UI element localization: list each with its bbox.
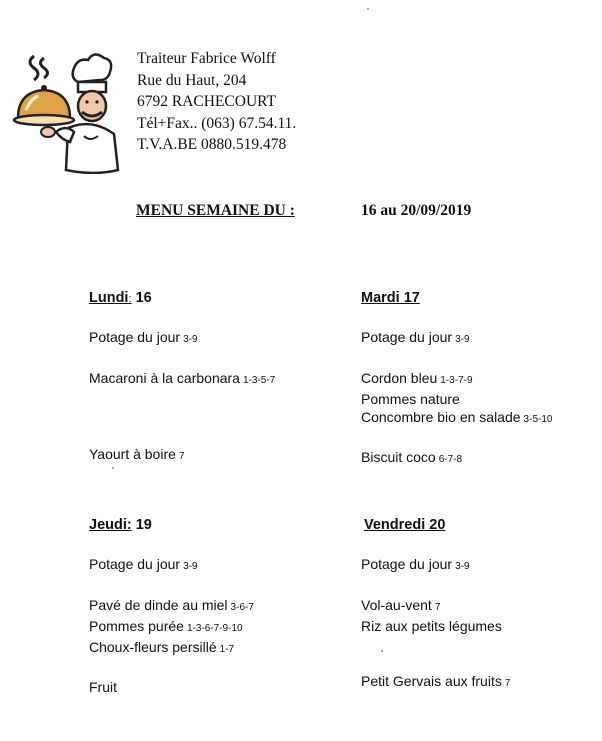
soup-line	[89, 555, 339, 576]
day-label: Jeudi:	[89, 517, 132, 533]
city-address: 6792 RACHECOURT	[137, 93, 277, 110]
dessert-line	[361, 448, 602, 469]
dish: Yaourt à boire	[89, 446, 176, 462]
dish: Pommes purée	[89, 618, 184, 634]
day-label: Lundi	[89, 290, 129, 306]
dish: Potage du jour	[361, 329, 453, 345]
allergens: 7	[434, 602, 441, 613]
dish: Riz aux petits légumes	[361, 618, 502, 634]
soup-line	[361, 555, 602, 576]
main-line	[361, 408, 602, 429]
street-address: Rue du Haut, 204	[137, 71, 247, 89]
allergens: 3-6-7	[230, 602, 254, 613]
day-label: Vendredi 20	[364, 517, 446, 533]
phone-fax: Tél+Fax.. (063) 67.54.11.	[137, 114, 297, 132]
day-title	[364, 517, 602, 539]
menu-title: MENU SEMAINE DU :	[136, 202, 295, 219]
dish: Pavé de dinde au miel	[89, 597, 228, 613]
allergens: 3-9	[455, 334, 470, 345]
dish: Biscuit coco	[361, 449, 436, 465]
dessert-line	[89, 445, 339, 466]
day-title	[361, 290, 602, 312]
allergens: 3-9	[183, 334, 198, 345]
day-separator: :	[128, 293, 132, 305]
dish: Cordon bleu	[361, 370, 438, 386]
main-line	[89, 369, 339, 390]
allergens: 7	[504, 678, 511, 689]
main-line	[89, 596, 339, 617]
main-line	[361, 617, 602, 635]
dessert-line	[361, 672, 602, 693]
dish: Fruit	[89, 679, 117, 695]
dish: Petit Gervais aux fruits	[361, 673, 502, 689]
vat-number: T.V.A.BE 0880.519.478	[137, 136, 287, 153]
main-line	[361, 369, 602, 390]
day-label: Mardi 17	[361, 290, 420, 306]
day-monday	[89, 290, 339, 466]
dish: Concombre bio en salade	[361, 409, 521, 425]
dish: Macaroni à la carbonara	[89, 370, 240, 386]
dessert-line	[89, 678, 339, 696]
allergens: 1-3-5-7	[242, 375, 276, 386]
main-line	[89, 617, 339, 638]
chef-logo-icon	[12, 52, 120, 174]
day-number: 19	[135, 517, 152, 533]
main-line	[361, 596, 602, 617]
day-thursday	[89, 517, 339, 696]
allergens: 3-9	[183, 561, 198, 572]
dish: Vol-au-vent	[361, 597, 432, 613]
main-line	[89, 638, 339, 659]
menu-dates: 16 au 20/09/2019	[361, 202, 472, 219]
soup-line	[361, 328, 602, 349]
dish: Choux-fleurs persillé	[89, 639, 217, 655]
caterer-header	[137, 48, 296, 156]
allergens: 7	[178, 451, 185, 462]
day-title	[89, 517, 339, 539]
company-name: Traiteur Fabrice Wolff	[137, 50, 276, 67]
day-number: 16	[135, 290, 152, 306]
day-title	[89, 290, 339, 312]
dish: Potage du jour	[89, 329, 181, 345]
scan-speck	[112, 467, 114, 469]
allergens: 3-9	[455, 561, 470, 572]
dish: Potage du jour	[89, 556, 181, 572]
allergens: 3-5-10	[523, 414, 553, 425]
scan-speck	[367, 8, 369, 10]
main-line	[361, 390, 602, 408]
day-tuesday	[361, 290, 602, 469]
allergens: 1-3-7-9	[440, 375, 473, 386]
allergens: 6-7-8	[438, 454, 463, 465]
soup-line	[89, 328, 339, 349]
day-friday	[361, 517, 602, 693]
scan-speck	[381, 650, 383, 652]
dish: Pommes nature	[361, 391, 460, 407]
dish: Potage du jour	[361, 556, 453, 572]
allergens: 1-3-6-7-9-10	[186, 623, 243, 634]
allergens: 1-7	[219, 644, 235, 655]
